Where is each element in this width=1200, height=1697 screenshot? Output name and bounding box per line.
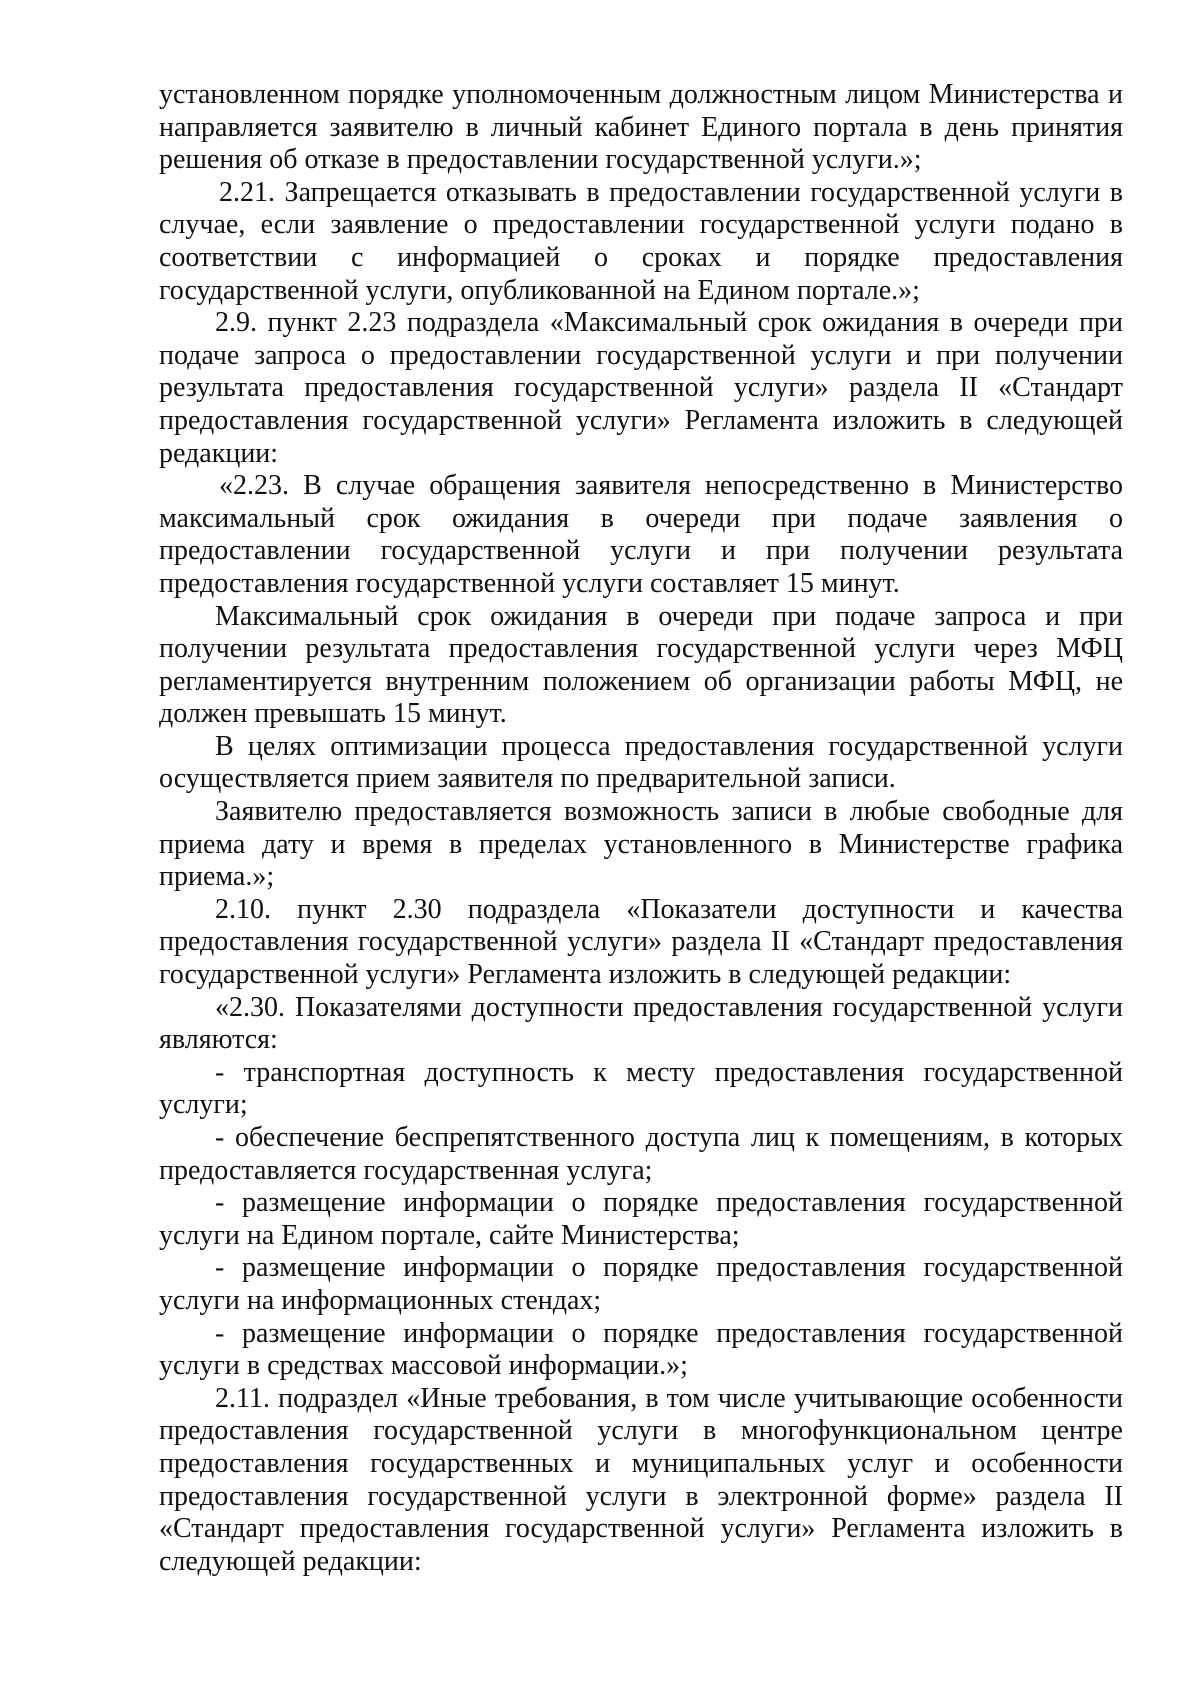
list-item-info-mass-media: - размещение информации о порядке предоставления государственной услуги в средствах массовой информации.»;	[159, 1317, 1123, 1382]
list-item-info-portal: - размещение информации о порядке предоставления государственной услуги на Едином портале, сайте Министерства;	[159, 1187, 1123, 1251]
paragraph-refusal-decision: установленном порядке уполномоченным должностным лицом Министерства и направляется заявителю в личный кабинет Единого портала в день принятия решения об отказе в предоставлении государственной услуги.»;	[159, 79, 1123, 176]
document-page	[159, 79, 1123, 1578]
paragraph-appointment-booking: Заявителю предоставляется возможность записи в любые свободные для приема дату и время в пределах установленного в Министерстве графика приема.»;	[159, 796, 1123, 893]
list-item-info-stands: - размещение информации о порядке предоставления государственной услуги на информационных стендах;	[159, 1252, 1123, 1316]
paragraph-2-11: 2.11. подраздел «Иные требования, в том числе учитывающие особенности предоставления государственной услуги в многофункциональном центре предоставления государственных и муниципальных услуг и особенности предоставления государственной услуги в электронной форме» раздела II «Стандарт предоставления государственной услуги» Регламента изложить в следующей редакции:	[159, 1382, 1123, 1577]
paragraph-2-30: «2.30. Показателями доступности предоставления государственной услуги являются:	[159, 991, 1123, 1056]
paragraph-2-23: «2.23. В случае обращения заявителя непосредственно в Министерство максимальный срок ожидания в очереди при подаче заявления о предоставлении государственной услуги и при получении результата предоставления государственной услуги составляет 15 минут.	[159, 470, 1123, 599]
paragraph-2-10: 2.10. пункт 2.30 подраздела «Показатели доступности и качества предоставления государственной услуги» раздела II «Стандарт предоставления государственной услуги» Регламента изложить в следующей редакции:	[159, 893, 1123, 991]
paragraph-2-21: 2.21. Запрещается отказывать в предоставлении государственной услуги в случае, если заявление о предоставлении государственной услуги подано в соответствии с информацией о сроках и порядке предоставления государственной услуги, опубликованной на Едином портале.»;	[159, 176, 1123, 306]
list-item-transport-accessibility: - транспортная доступность к месту предоставления государственной услуги;	[159, 1056, 1123, 1121]
paragraph-2-9: 2.9. пункт 2.23 подраздела «Максимальный срок ожидания в очереди при подаче запроса о предоставлении государственной услуги и при получении результата предоставления государственной услуги» раздела II «Стандарт предоставления государственной услуги» Регламента изложить в следующей редакции:	[159, 307, 1123, 469]
paragraph-mfc-waiting-time: Максимальный срок ожидания в очереди при подаче запроса и при получении результата предоставления государственной услуги через МФЦ регламентируется внутренним положением об организации работы МФЦ, не должен превышать 15 минут.	[159, 600, 1123, 730]
list-item-unobstructed-access: - обеспечение беспрепятственного доступа лиц к помещениям, в которых предоставляется государственная услуга;	[159, 1122, 1123, 1186]
paragraph-pre-registration: В целях оптимизации процесса предоставления государственной услуги осуществляется прием заявителя по предварительной записи.	[159, 730, 1123, 795]
